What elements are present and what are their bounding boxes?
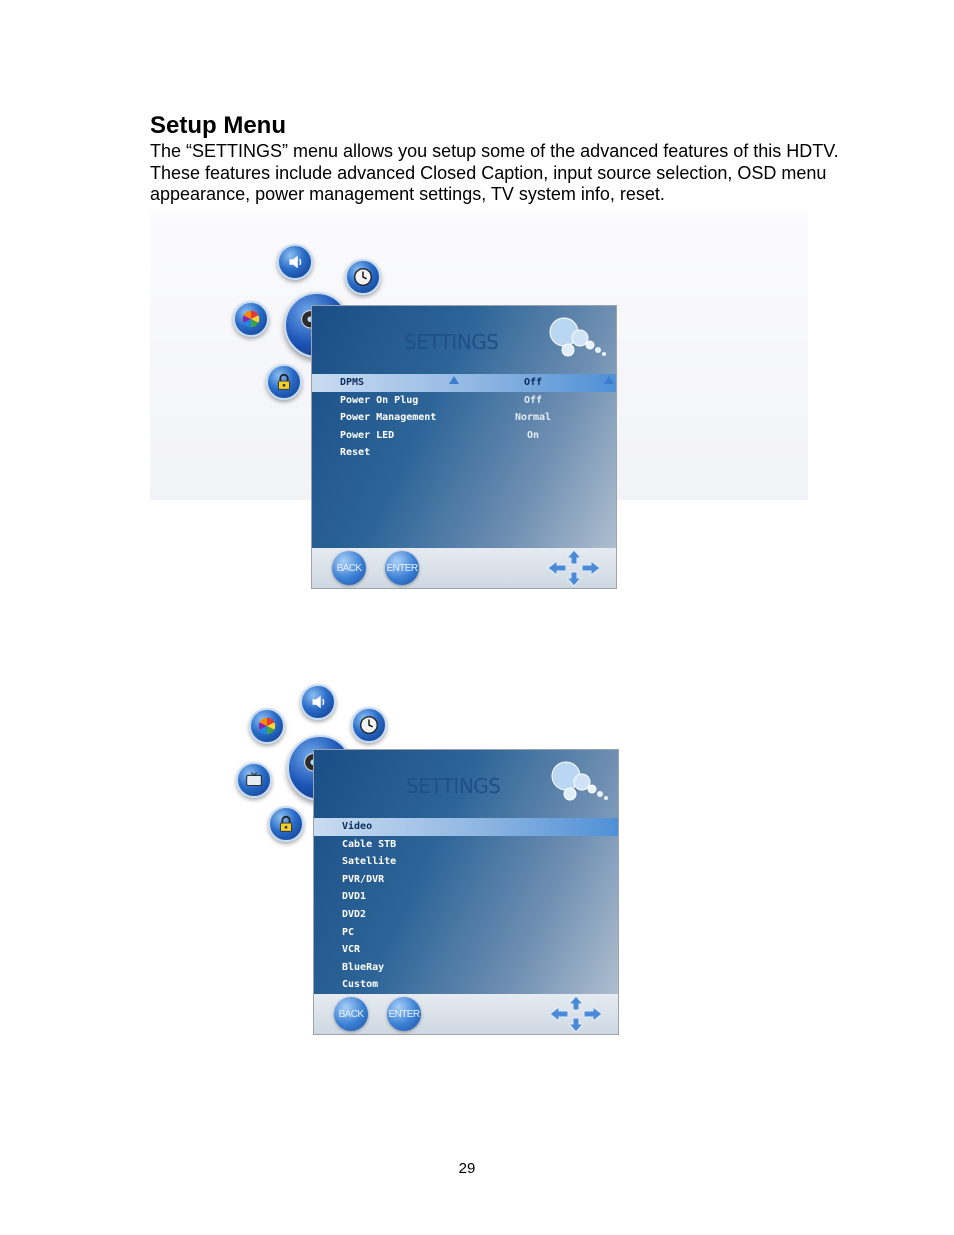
setting-value: Off [523,377,543,388]
setting-row-reset[interactable] [312,444,616,462]
osd-footer [312,548,616,588]
setting-value: Off [523,394,543,406]
input-label: DVD2 [342,908,367,920]
clock-icon[interactable] [351,707,387,743]
settings-screenshot-input-label [150,680,808,1040]
settings-list [312,374,616,462]
color-wheel-icon[interactable] [249,708,285,744]
input-row-dvd1[interactable] [314,888,618,906]
settings-osd-panel [313,749,619,1035]
back-button[interactable]: BACK [332,551,366,585]
speaker-icon[interactable] [277,244,313,280]
input-row-satellite[interactable] [314,853,618,871]
intro-paragraph: The “SETTINGS” menu allows you setup some of the advanced features of this HDTV. These features include advanced Closed Caption, input source selection, OSD menu appearance, power management settings, TV system info, reset. [150,141,839,204]
osd-header [314,750,618,818]
input-row-video[interactable] [314,818,618,836]
setting-label: Power On Plug [340,394,419,406]
page-title: Setup Menu [150,112,286,139]
osd-footer [314,994,618,1034]
input-label: Cable STB [342,838,397,850]
input-row-pc[interactable] [314,924,618,942]
page-number: 29 [458,1160,476,1177]
setting-label: Power LED [340,429,395,441]
setting-value: On [526,429,540,441]
setting-value: Normal [514,412,552,424]
lock-icon[interactable] [268,806,304,842]
speaker-icon[interactable] [300,684,336,720]
input-row-cable-stb[interactable] [314,836,618,854]
arrow-left-icon[interactable] [449,376,459,384]
setting-row-power-on-plug[interactable] [312,392,616,410]
enter-button[interactable]: ENTER [387,997,421,1031]
osd-title: SETTINGS [404,330,499,354]
input-row-vcr[interactable] [314,941,618,959]
setting-row-power-led[interactable] [312,427,616,445]
back-button[interactable]: BACK [334,997,368,1031]
osd-title: SETTINGS [406,774,501,798]
enter-button[interactable]: ENTER [385,551,419,585]
setting-label: Reset [340,447,371,459]
color-wheel-icon[interactable] [233,301,269,337]
input-label-list [314,818,618,994]
input-label: DVD1 [342,891,367,903]
input-row-custom[interactable] [314,976,618,994]
osd-header [312,306,616,374]
settings-screenshot-power [150,210,808,595]
lock-icon[interactable] [266,364,302,400]
setting-row-power-management[interactable] [312,409,616,427]
input-label: BlueRay [342,961,385,973]
setting-label: Power Management [340,412,437,424]
settings-osd-panel [311,305,617,589]
input-label: PVR/DVR [342,873,385,885]
input-label: Custom [342,979,379,991]
input-row-pvr-dvr[interactable] [314,871,618,889]
bubbles-logo-icon [546,756,616,806]
tv-icon[interactable] [236,762,272,798]
input-label: Satellite [342,856,397,868]
input-label: Video [342,821,373,832]
setting-row-dpms[interactable] [312,374,616,392]
arrow-right-icon[interactable] [604,376,614,384]
input-row-blueray[interactable] [314,959,618,977]
input-label: PC [342,926,355,938]
direction-pad-icon[interactable] [546,549,602,587]
input-label: VCR [342,944,361,956]
direction-pad-icon[interactable] [548,995,604,1033]
bubbles-logo-icon [544,312,614,362]
input-row-dvd2[interactable] [314,906,618,924]
setting-label: DPMS [340,377,365,388]
clock-icon[interactable] [345,259,381,295]
